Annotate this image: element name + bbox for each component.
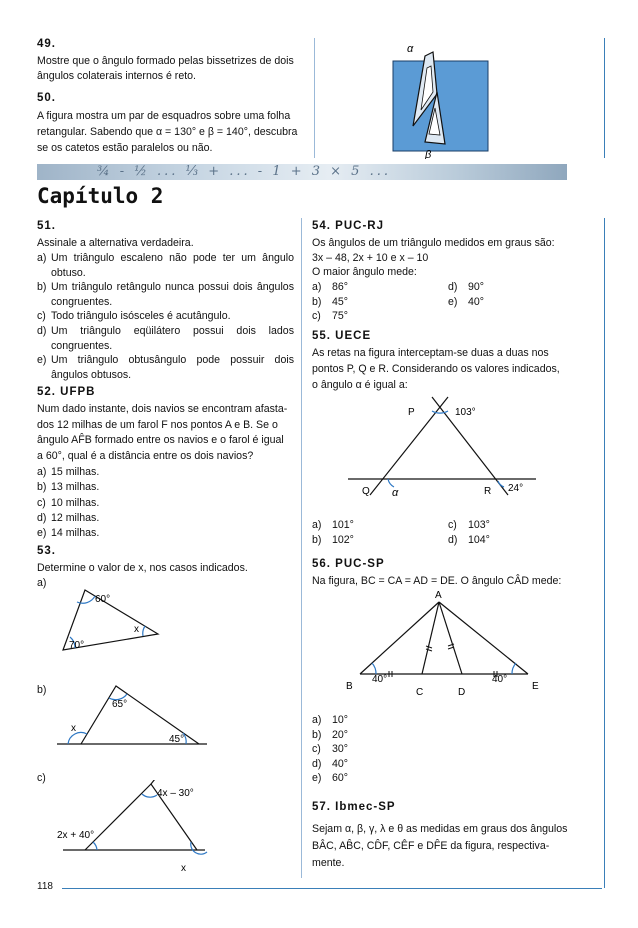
- q52-option-b: [37, 480, 294, 495]
- option-text: 75°: [332, 310, 349, 323]
- option-text: 40°: [468, 295, 485, 308]
- option-text: 12 milhas.: [51, 511, 100, 524]
- q54-line: 3x – 48, 2x + 10 e x – 10: [312, 251, 429, 264]
- q54-text: [312, 236, 574, 280]
- option-key: b): [312, 295, 322, 308]
- beta-label: β: [425, 149, 432, 159]
- option-key: b): [37, 481, 47, 494]
- angle-r-label: 24°: [508, 483, 524, 494]
- point-c-label: C: [416, 687, 424, 698]
- angle-e-label: 40°: [492, 674, 508, 685]
- column-divider-main: [301, 218, 302, 878]
- angle-arc-b: [372, 663, 376, 674]
- q55-line: pontos P, Q e R. Considerando os valores indicados,: [312, 362, 560, 375]
- chapter-title: Capítulo 2: [37, 184, 164, 208]
- q52-option-e: [37, 526, 294, 541]
- point-q-label: Q: [362, 486, 370, 497]
- option-text: 104°: [468, 533, 490, 546]
- extension-line: [151, 780, 159, 784]
- banner-text: ¾ - ½ ... ⅓ + ... - 1 + 3 × 5 ...: [97, 164, 391, 179]
- q55-number: 55. UECE: [312, 330, 372, 342]
- q51-option-a: [37, 251, 294, 280]
- q52-option-c: [37, 496, 294, 511]
- angle-right-label: 45°: [169, 734, 185, 745]
- option-text: Um triângulo escaleno não pode ter um ângulo obtuso.: [51, 252, 294, 279]
- q52-line: Num dado instante, dois navios se encontram afasta-: [37, 403, 288, 415]
- q52-option-a: [37, 465, 294, 480]
- q49-number: 49.: [37, 38, 56, 50]
- q54-line: Os ângulos de um triângulo medidos em graus são:: [312, 237, 555, 249]
- option-key: a): [312, 281, 322, 293]
- q49-line: ângulos colaterais internos é reto.: [37, 69, 196, 82]
- option-text: 30°: [332, 743, 349, 756]
- set-squares-figure: [385, 34, 495, 159]
- option-key: b): [312, 533, 322, 546]
- option-text: 60°: [332, 772, 349, 785]
- angle-arc-p: [432, 411, 448, 413]
- option-key: d): [37, 324, 47, 337]
- point-p-label: P: [408, 407, 415, 418]
- q51-option-b: [37, 280, 294, 309]
- angle-x-label: x: [181, 863, 186, 874]
- option-text: 101°: [332, 519, 354, 531]
- point-a-label: A: [435, 590, 442, 601]
- right-margin-line-main: [604, 218, 605, 888]
- q53-number: 53.: [37, 545, 56, 557]
- q56-option-e: [312, 771, 432, 786]
- option-key: b): [37, 281, 47, 294]
- q51-number: 51.: [37, 220, 56, 232]
- q56-text: Na figura, BC = CA = AD = DE. O ângulo CÂD mede:: [312, 575, 562, 587]
- option-key: e): [37, 527, 47, 540]
- q57-line: Sejam α, β, γ, λ e θ as medidas em graus dos ângulos: [312, 823, 568, 835]
- option-key: a): [312, 714, 322, 726]
- option-text: 10 milhas.: [51, 496, 100, 509]
- q55-option-c: [448, 518, 548, 533]
- q56-number: 56. PUC-SP: [312, 558, 385, 570]
- triangle-a-figure: [55, 582, 165, 662]
- q54-options-right: [448, 280, 548, 309]
- column-divider-top: [314, 38, 315, 158]
- angle-arc-e: [512, 663, 516, 674]
- option-key: c): [312, 310, 321, 323]
- angle-top-label: 4x – 30°: [157, 788, 194, 799]
- q52-options: [37, 465, 294, 541]
- q53-text: Determine o valor de x, nos casos indicados.: [37, 562, 248, 574]
- option-key: d): [312, 757, 322, 770]
- option-text: 102°: [332, 533, 354, 546]
- right-margin-line: [604, 38, 605, 158]
- angle-top-label: 60°: [95, 594, 111, 605]
- q54-option-a: [312, 280, 432, 295]
- q55-line: o ângulo α é igual a:: [312, 378, 408, 391]
- q55-text: [312, 346, 577, 393]
- q57-text: [312, 821, 574, 872]
- q50-line: se os catetos estão paralelos ou não.: [37, 142, 213, 154]
- angle-p-label: 103°: [455, 407, 476, 418]
- intersecting-lines-figure: [340, 395, 540, 505]
- angle-arc-top: [77, 596, 95, 603]
- q55-option-d: [448, 533, 548, 548]
- q50-line: A figura mostra um par de esquadros sobre uma folha: [37, 110, 291, 122]
- segment-ac: [422, 602, 439, 674]
- angle-arc-left: [93, 842, 97, 850]
- segment-ad: [439, 602, 462, 674]
- option-key: c): [448, 519, 457, 531]
- tick-marks: [389, 644, 497, 677]
- option-key: e): [312, 772, 322, 785]
- option-text: 40°: [332, 757, 349, 770]
- angle-arc-right: [143, 626, 145, 636]
- q56-option-b: [312, 728, 432, 743]
- chapter-banner: [37, 164, 567, 180]
- option-key: d): [448, 281, 458, 293]
- angle-b-label: 40°: [372, 674, 388, 685]
- q52-line: a 60°, qual é a distância entre os dois navios?: [37, 449, 254, 462]
- alpha-label: α: [392, 487, 399, 499]
- q50-text: [37, 108, 307, 156]
- page-number: 118: [37, 881, 53, 892]
- option-text: Todo triângulo isósceles é acutângulo.: [51, 310, 231, 323]
- q51-option-c: [37, 309, 294, 324]
- side-ea: [439, 602, 528, 674]
- option-text: 86°: [332, 281, 349, 293]
- option-key: b): [312, 728, 322, 741]
- q55-options-right: [448, 518, 548, 547]
- q52-number: 52. UFPB: [37, 386, 96, 398]
- angle-arc-alpha: [388, 479, 394, 487]
- option-text: 103°: [468, 519, 490, 531]
- footer-rule: [62, 888, 602, 889]
- q57-line: mente.: [312, 857, 345, 869]
- triangle-c-figure: [55, 780, 215, 875]
- q56-option-c: [312, 742, 432, 757]
- option-text: Um triângulo obtusângulo pode possuir dois ângulos obtusos.: [51, 354, 294, 381]
- q49-line: Mostre que o ângulo formado pelas bissetrizes de dois: [37, 55, 294, 67]
- option-text: 15 milhas.: [51, 466, 100, 478]
- q57-number: 57. Ibmec-SP: [312, 801, 396, 813]
- q52-line: dos 12 milhas de um farol F nos pontos A e B. Se o: [37, 418, 278, 431]
- q56-options: [312, 713, 432, 786]
- angle-top-label: 65°: [112, 699, 128, 710]
- q51-options: [37, 251, 294, 382]
- option-text: 45°: [332, 295, 349, 308]
- triangle-b-figure: [55, 683, 210, 748]
- option-key: c): [37, 496, 46, 509]
- q50-line: retangular. Sabendo que α = 130° e β = 140°, descubra: [37, 126, 298, 138]
- option-text: 90°: [468, 281, 485, 293]
- q51-option-d: [37, 324, 294, 353]
- q53-part-b: b): [37, 684, 47, 696]
- isosceles-chain-figure: [340, 588, 550, 700]
- point-b-label: B: [346, 681, 353, 692]
- option-text: 14 milhas.: [51, 527, 100, 540]
- q54-option-c: [312, 309, 432, 324]
- q54-option-d: [448, 280, 548, 295]
- option-text: Um triângulo retângulo nunca possui dois ângulos congruentes.: [51, 281, 294, 308]
- option-text: 20°: [332, 728, 349, 741]
- q53-part-a: a): [37, 577, 47, 589]
- q52-line: ângulo AF̂B formado entre os navios e o farol é igual: [37, 434, 284, 447]
- q55-options-left: [312, 518, 432, 547]
- option-key: d): [448, 533, 458, 546]
- q55-option-b: [312, 533, 432, 548]
- option-key: c): [312, 743, 321, 756]
- q54-number: 54. PUC-RJ: [312, 220, 384, 232]
- option-key: a): [37, 466, 47, 478]
- q57-line: BÂC, AB̂C, CD̂F, CÊF e DF̂E da figura, respectiva-: [312, 840, 550, 852]
- q51-option-e: [37, 353, 294, 382]
- option-key: a): [37, 252, 47, 264]
- point-d-label: D: [458, 687, 466, 698]
- q52-text: [37, 402, 297, 464]
- angle-arc-top: [142, 794, 157, 797]
- q49-text: [37, 54, 302, 83]
- q56-option-a: [312, 713, 432, 728]
- q56-option-d: [312, 757, 432, 772]
- q54-line: O maior ângulo mede:: [312, 266, 417, 279]
- angle-x-label: x: [71, 723, 76, 734]
- option-text: Um triângulo eqüilátero possui dois lados congruentes.: [51, 324, 294, 352]
- angle-left-label: 2x + 40°: [57, 830, 95, 841]
- q50-number: 50.: [37, 92, 56, 104]
- option-key: e): [448, 295, 458, 308]
- option-key: a): [312, 519, 322, 531]
- option-text: 10°: [332, 714, 349, 726]
- point-e-label: E: [532, 681, 539, 692]
- q55-option-a: [312, 518, 432, 533]
- q54-option-e: [448, 295, 548, 310]
- option-key: e): [37, 354, 47, 367]
- option-text: 13 milhas.: [51, 481, 100, 494]
- q53-part-c: c): [37, 772, 46, 784]
- q51-intro: Assinale a alternativa verdadeira.: [37, 237, 194, 249]
- angle-left-label: 70°: [69, 640, 85, 651]
- q52-option-d: [37, 511, 294, 526]
- option-key: c): [37, 310, 46, 323]
- point-r-label: R: [484, 486, 492, 497]
- alpha-label: α: [407, 43, 414, 55]
- q55-line: As retas na figura interceptam-se duas a duas nos: [312, 347, 549, 359]
- q54-option-b: [312, 295, 432, 310]
- q54-options-left: [312, 280, 432, 324]
- angle-right-label: x: [134, 624, 139, 635]
- option-key: d): [37, 511, 47, 524]
